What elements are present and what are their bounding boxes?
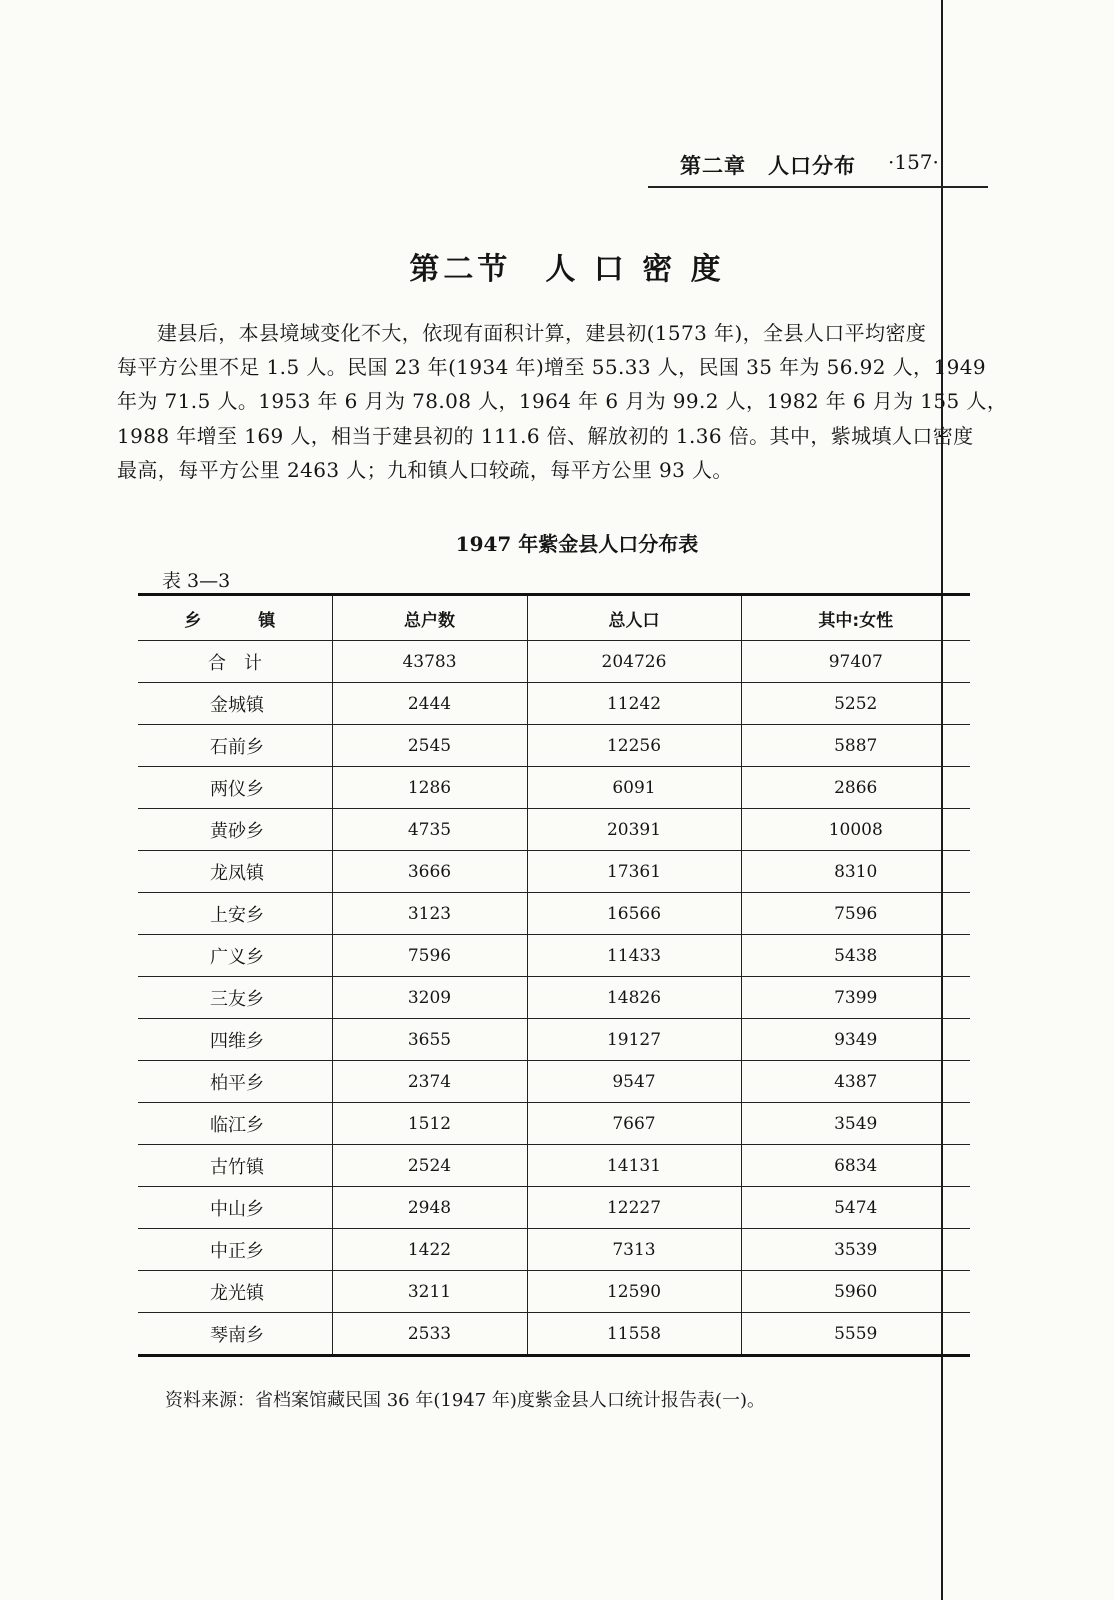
paragraph-line: 最高，每平方公里 2463 人；九和镇人口较疏，每平方公里 93 人。 [117,457,733,482]
table-row [138,851,970,893]
cell-township: 石前乡 [138,725,332,767]
cell-households: 2374 [332,1061,527,1103]
cell-female: 3539 [741,1229,970,1271]
cell-households: 1422 [332,1229,527,1271]
cell-population: 11242 [527,683,741,725]
column-header-population: 总人口 [527,595,741,641]
body-paragraph [117,316,1008,487]
table-row [138,809,970,851]
cell-households: 2948 [332,1187,527,1229]
cell-township: 临江乡 [138,1103,332,1145]
cell-population: 204726 [527,641,741,683]
source-note: 资料来源：省档案馆藏民国 36 年(1947 年)度紫金县人口统计报告表(一)。 [165,1390,765,1411]
running-header [648,148,988,180]
table-row [138,1229,970,1271]
cell-population: 17361 [527,851,741,893]
cell-female: 2866 [741,767,970,809]
cell-population: 11558 [527,1313,741,1356]
table-number: 表 3—3 [162,570,231,592]
table-row [138,683,970,725]
cell-township: 中正乡 [138,1229,332,1271]
table-row [138,1313,970,1356]
table-row [138,893,970,935]
cell-households: 2444 [332,683,527,725]
column-header-households: 总户数 [332,595,527,641]
cell-female: 5887 [741,725,970,767]
cell-township: 龙凤镇 [138,851,332,893]
cell-female: 8310 [741,851,970,893]
table-row [138,725,970,767]
cell-households: 3209 [332,977,527,1019]
cell-township: 中山乡 [138,1187,332,1229]
paragraph-line: 1988 年增至 169 人，相当于建县初的 111.6 倍、解放初的 1.36 倍。其中，紫城填人口密度 [117,423,974,448]
paragraph-line: 年为 71.5 人。1953 年 6 月为 78.08 人，1964 年 6 月为 99.2 人，1982 年 6 月为 155 人， [117,389,1008,414]
cell-township: 龙光镇 [138,1271,332,1313]
cell-population: 12590 [527,1271,741,1313]
paragraph-line: 每平方公里不足 1.5 人。民国 23 年(1934 年)增至 55.33 人，民国 35 年为 56.92 人，1949 [117,355,986,380]
cell-population: 20391 [527,809,741,851]
cell-female: 6834 [741,1145,970,1187]
cell-female: 7596 [741,893,970,935]
cell-population: 7667 [527,1103,741,1145]
cell-female: 3549 [741,1103,970,1145]
cell-households: 43783 [332,641,527,683]
page-number: ·157· [888,150,939,174]
cell-female: 9349 [741,1019,970,1061]
cell-population: 11433 [527,935,741,977]
cell-township: 四维乡 [138,1019,332,1061]
cell-township: 琴南乡 [138,1313,332,1356]
table-title: 1947 年紫金县人口分布表 [455,532,699,556]
cell-female: 7399 [741,977,970,1019]
cell-township: 三友乡 [138,977,332,1019]
cell-female: 5559 [741,1313,970,1356]
cell-female: 10008 [741,809,970,851]
cell-households: 4735 [332,809,527,851]
paragraph-line: 建县后，本县境域变化不大，依现有面积计算，建县初(1573 年)，全县人口平均密度 [157,321,927,345]
cell-female: 5438 [741,935,970,977]
table-row [138,1103,970,1145]
table-row [138,977,970,1019]
cell-township: 古竹镇 [138,1145,332,1187]
cell-population: 12227 [527,1187,741,1229]
cell-households: 1286 [332,767,527,809]
header-rule [648,186,988,188]
table-row [138,1019,970,1061]
cell-households: 3655 [332,1019,527,1061]
cell-households: 3211 [332,1271,527,1313]
cell-township: 广义乡 [138,935,332,977]
cell-female: 97407 [741,641,970,683]
cell-population: 14826 [527,977,741,1019]
cell-township: 两仪乡 [138,767,332,809]
cell-population: 14131 [527,1145,741,1187]
cell-population: 12256 [527,725,741,767]
table-row [138,1271,970,1313]
cell-female: 4387 [741,1061,970,1103]
column-header-female: 其中:女性 [741,595,970,641]
cell-township: 黄砂乡 [138,809,332,851]
chapter-title: 第二章 人口分布 [680,154,856,178]
table-row [138,767,970,809]
table-header-row [138,595,970,641]
cell-female: 5474 [741,1187,970,1229]
cell-township: 柏平乡 [138,1061,332,1103]
cell-households: 3123 [332,893,527,935]
table-row-total [138,641,970,683]
cell-township: 上安乡 [138,893,332,935]
column-header-township: 乡 镇 [138,595,332,641]
table-row [138,1145,970,1187]
table-row [138,1061,970,1103]
section-title: 第二节 人 口 密 度 [409,252,725,287]
cell-households: 2545 [332,725,527,767]
cell-township: 金城镇 [138,683,332,725]
cell-population: 6091 [527,767,741,809]
cell-population: 16566 [527,893,741,935]
cell-female: 5960 [741,1271,970,1313]
cell-households: 1512 [332,1103,527,1145]
table-row [138,1187,970,1229]
cell-households: 2533 [332,1313,527,1356]
cell-households: 7596 [332,935,527,977]
cell-population: 9547 [527,1061,741,1103]
cell-female: 5252 [741,683,970,725]
table-row [138,935,970,977]
cell-households: 3666 [332,851,527,893]
population-table [138,593,970,1357]
cell-households: 2524 [332,1145,527,1187]
cell-township: 合计 [138,641,332,683]
cell-population: 19127 [527,1019,741,1061]
cell-population: 7313 [527,1229,741,1271]
